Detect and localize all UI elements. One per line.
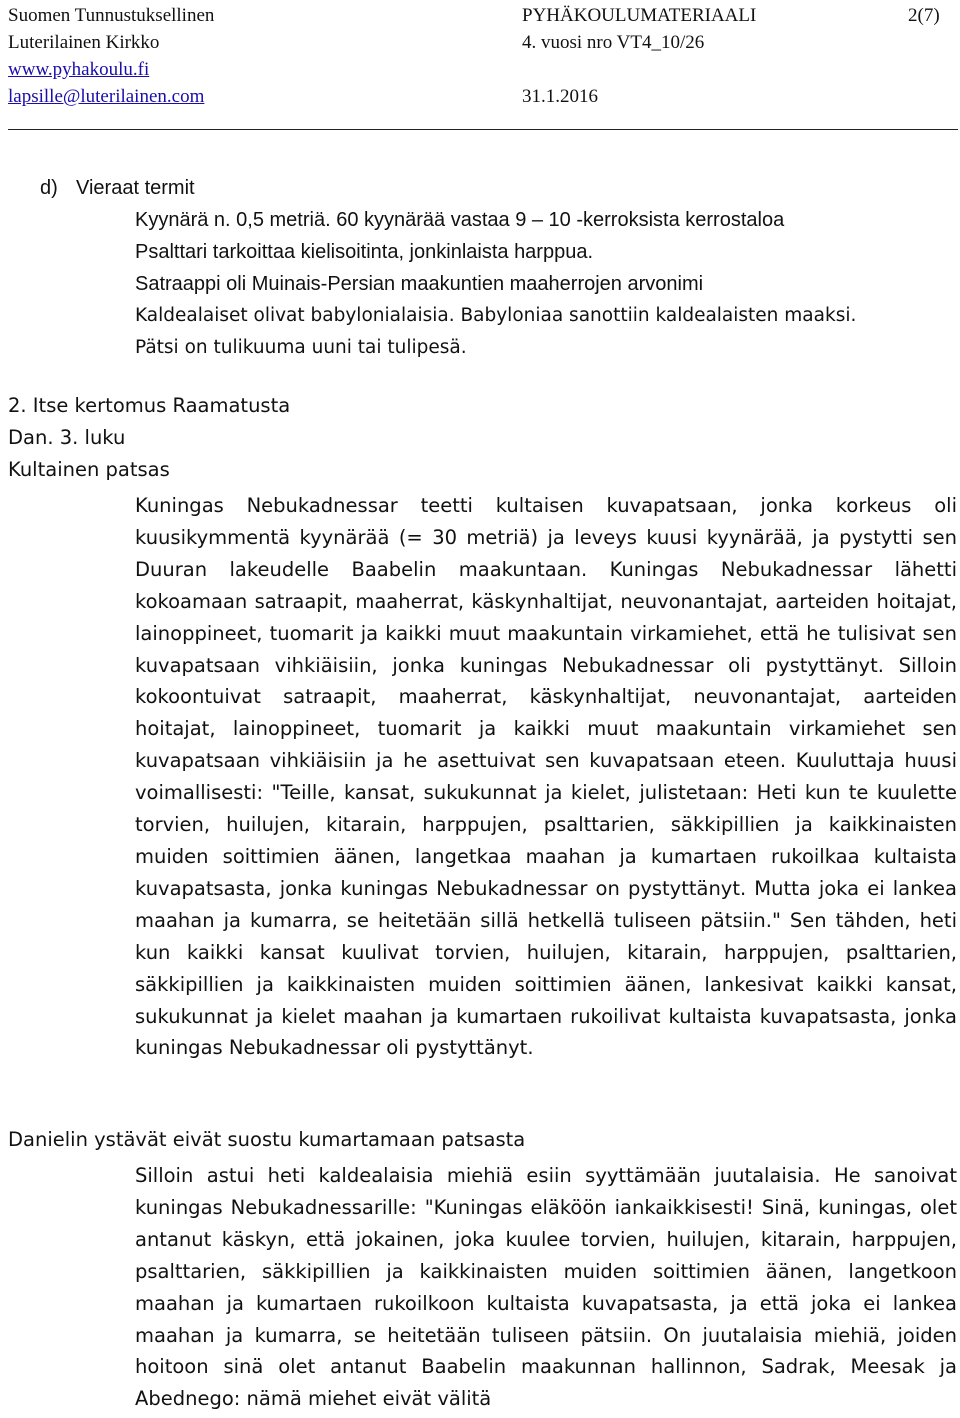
doc-date: 31.1.2016: [522, 86, 598, 107]
paragraph-text: Silloin astui heti kaldealaisia miehiä esiin syyttämään juutalaisia. He sanoivat kuningas Nebukadnessarille: "Kuningas eläköön iankaikkisesti! Sinä, kuningas, olet antanut käskyn, että jokainen, joka kuulee torvien, huilujen, kitarain, harppujen, psalttarien, säkkipillien ja kaikkinaisten muiden soittimien äänen, langetkoon maahan ja kumartaen rukoilkoon kultaista kuvapatsasta, ja että joka ei lankea maahan ja kumarra, se heitetään tuliseen pätsiin. On juutalaisia miehiä, joiden hoitoon sinä olet antanut Baabelin maakunnan hallinnon, Sadrak, Meesak ja Abednego: nämä miehet eivät välitä: [135, 1164, 957, 1411]
header-divider: [8, 129, 958, 130]
section-d-label: d): [40, 177, 58, 199]
org-name-line2: Luterilainen Kirkko: [8, 32, 160, 53]
story-paragraph-2: [135, 1160, 957, 1415]
header-doc-block: [522, 2, 756, 110]
page-header: [8, 2, 958, 132]
term-item: Satraappi oli Muinais-Persian maakuntien maaherrojen arvonimi: [135, 273, 704, 295]
term-item: Kaldealaiset olivat babylonialaisia. Babyloniaa sanottiin kaldealaisten maaksi.: [135, 305, 857, 326]
doc-title: PYHÄKOULUMATERIAALI: [522, 5, 757, 26]
scripture-reference: Dan. 3. luku: [8, 426, 126, 449]
header-org-block: [8, 2, 214, 110]
website-link[interactable]: www.pyhakoulu.fi: [8, 59, 150, 80]
term-item: Psalttari tarkoittaa kielisoitinta, jonkinlaista harppua.: [135, 241, 594, 263]
term-item: Pätsi on tulikuuma uuni tai tulipesä.: [135, 337, 467, 358]
story-paragraph-1: [135, 490, 957, 1064]
section-2-heading: 2. Itse kertomus Raamatusta: [8, 394, 291, 417]
story-subheading-friends: Danielin ystävät eivät suostu kumartamaan patsasta: [8, 1128, 526, 1151]
story-subheading-golden-statue: Kultainen patsas: [8, 458, 170, 481]
org-name-line1: Suomen Tunnustuksellinen: [8, 5, 215, 26]
email-link[interactable]: lapsille@luterilainen.com: [8, 86, 205, 107]
page-number: 2(7): [908, 5, 940, 26]
paragraph-text: Kuningas Nebukadnessar teetti kultaisen kuvapatsaan, jonka korkeus oli kuusikymmentä kyynärää (= 30 metriä) ja leveys kuusi kyynärää, ja pystytti sen Duuran lakeudelle Baabelin maakuntaan. Kuningas Nebukadnessar lähetti kokoamaan satraapit, maaherrat, käskynhaltijat, neuvonantajat, aarteiden hoitajat, lainoppineet, tuomarit ja kaikki muut maakuntain virkamiehet, että he tulisivat sen kuvapatsaan vihkiäisiin, jonka kuningas Nebukadnessar oli pystyttänyt. Silloin kokoontuivat satraapit, maaherrat, käskynhaltijat, neuvonantajat, aarteiden hoitajat, lainoppineet, tuomarit ja kaikki muut maakuntain virkamiehet sen kuvapatsaan vihkiäisiin ja he asettuivat sen kuvapatsaan eteen. Kuuluttaja huusi voimallisesti: "Teille, kansat, sukukunnat ja kielet, julistetaan: Heti kun te kuulette torvien, huilujen, kitarain, harppujen, psalttarien, säkkipillien ja kaikkinaisten muiden soittimien äänen, langetkaa maahan ja kumartaen rukoilkaa kultaista kuvapatsasta, jonka kuningas Nebukadnessar on pystyttänyt. Mutta joka ei lankea maahan ja kumarra, se heitetään sillä hetkellä tuliseen pätsiin." Sen tähden, heti kun kaikki kansat kuulivat torvien, huilujen, kitarain, harppujen, psalttarien, säkkipillien ja kaikkinaisten muiden soittimien äänen, lankesivat kaikki kansat, sukukunnat ja kielet maahan ja kumartaen rukoilivat kultaista kuvapatsasta, jonka kuningas Nebukadnessar oli pystyttänyt.: [135, 494, 957, 1060]
section-d-title: Vieraat termit: [76, 177, 195, 199]
terms-list: [135, 204, 955, 364]
term-item: Kyynärä n. 0,5 metriä. 60 kyynärää vastaa 9 – 10 -kerroksista kerrostaloa: [135, 209, 785, 231]
doc-subtitle: 4. vuosi nro VT4_10/26: [522, 32, 705, 53]
section-d-heading: [40, 172, 960, 204]
